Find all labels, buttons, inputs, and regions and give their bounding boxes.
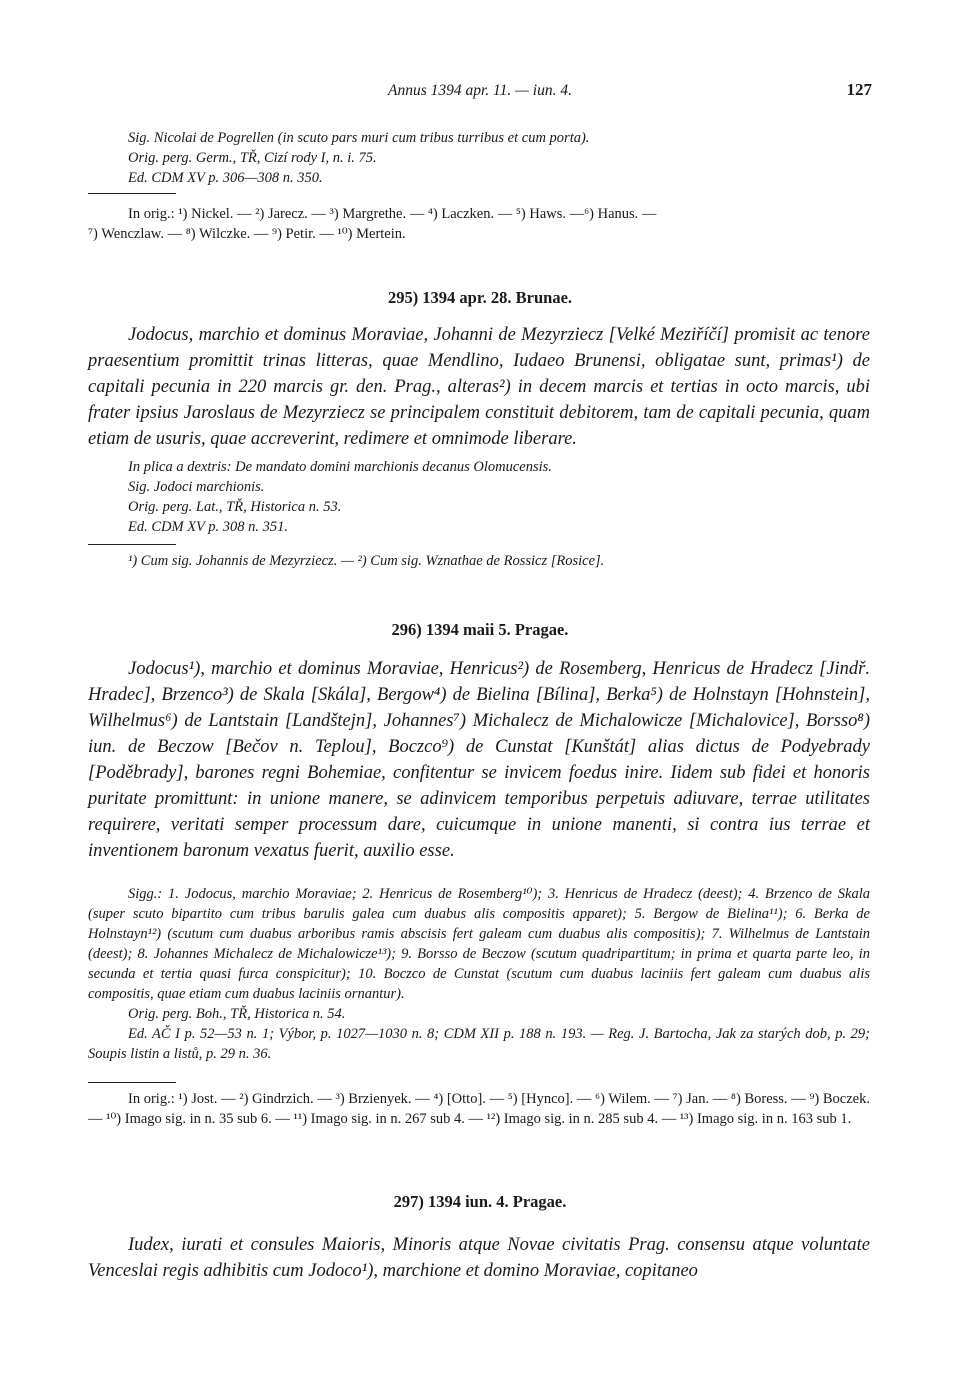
entry-footnotes-296 — [88, 1089, 870, 1129]
seal-note: Sig. Jodoci marchionis. — [128, 479, 265, 495]
entry-notes-295 — [88, 457, 870, 537]
entry-heading-296: 296) 1394 maii 5. Pragae. — [391, 620, 569, 639]
entry-notes-296 — [88, 884, 870, 1064]
original-note: Orig. perg. Germ., TŘ, Cizí rody I, n. i. 75. — [128, 150, 377, 166]
footnote-line: ⁷) Wenczlaw. — ⁸) Wilczke. — ⁹) Petir. — ¹⁰) Mertein. — [88, 226, 406, 242]
previous-entry-notes — [88, 128, 870, 188]
entry-heading-297: 297) 1394 iun. 4. Pragae. — [393, 1192, 567, 1211]
footnote-line: In orig.: ¹) Nickel. — ²) Jarecz. — ³) Margrethe. — ⁴) Laczken. — ⁵) Haws. —⁶) Hanus. — — [128, 206, 657, 222]
edition-note: Ed. CDM XV p. 308 n. 351. — [128, 519, 289, 535]
seals-note: Sigg.: 1. Jodocus, marchio Moraviae; 2. Henricus de Rosemberg¹⁰); 3. Henricus de Hradecz (deest); 4. Brzenco de Skala (super scuto bipartito cum tribus barulis galea cum duabus alis compositis apparet); 5. Bergow de Bielina¹¹); 6. Berka de Holnstayn¹²) (scutum cum duabus arboribus ramis abscisis fert galeam cum duabus alis compositis); 7. Wilhelmus de Lantstain (deest); 8. Johannes Michalecz de Michalowicze¹³); 9. Borsso de Beczow (scutum quadripartitum; in prima et quarta parte leo, in secunda et tertia quasi furca conspicitur); 10. Boczco de Cunstat (scutum cum duabus laciniis fert galeam cum duabus alis compositis, quae etiam cum duabus laciniis ornantur). — [88, 886, 870, 1002]
original-note: Orig. perg. Boh., TŘ, Historica n. 54. — [128, 1006, 346, 1022]
entry-body-296: Jodocus¹), marchio et dominus Moraviae, Henricus²) de Rosemberg, Henricus de Hradecz [Jindř. Hradec], Brzenco³) de Skala [Skála], Bergow⁴) de Bielina [Bílina], Berka⁵) de Holnstayn [Hohnstein], Wilhelmus⁶) de Lantstain [Landštejn], Johannes⁷) Michalecz de Michalowicze [Michalovice], Borsso⁸) iun. de Beczow [Bečov n. Teplou], Boczco⁹) de Cunstat [Kunštát] alias dictus de Podyebrady [Poděbrady], barones regni Bohemiae, confitentur se invicem foedus inire. Iidem sub fidei et honoris puritate promittunt: in unione manere, se adinvicem temporibus perpetuis adiuvare, terrae utilitates requirere, veritati semper processum dare, cuicumque in unione manenti, si contra ius terrae et inventionem baronum vexatus fuerit, auxilio esse. — [88, 659, 870, 861]
footnote-rule — [88, 1082, 176, 1083]
footnote-rule — [88, 544, 176, 545]
page-number: 127 — [846, 80, 872, 99]
running-title: Annus 1394 apr. 11. — iun. 4. — [387, 82, 572, 99]
previous-entry-footnotes — [88, 204, 870, 244]
footnote-line: In orig.: ¹) Jost. — ²) Gindrzich. — ³) Brzienyek. — ⁴) [Otto]. — ⁵) [Hynco]. — ⁶) Wilem. — ⁷) Jan. — ⁸) Boress. — ⁹) Boczek. — ¹⁰) Imago sig. in n. 35 sub 6. — ¹¹) Imago sig. in n. 267 sub 4. — ¹²) Imago sig. in n. 285 sub 4. — ¹³) Imago sig. in n. 163 sub 1. — [88, 1091, 870, 1127]
seal-note: Sig. Nicolai de Pogrellen (in scuto pars muri cum tribus turribus et cum porta). — [128, 130, 590, 146]
plica-note: In plica a dextris: De mandato domini marchionis decanus Olomucensis. — [128, 459, 552, 475]
footnote-line: ¹) Cum sig. Johannis de Mezyrziecz. — ²) Cum sig. Wznathae de Rossicz [Rosice]. — [128, 553, 605, 569]
entry-heading-295: 295) 1394 apr. 28. Brunae. — [387, 288, 573, 307]
entry-footnotes-295 — [88, 551, 870, 571]
edition-note: Ed. CDM XV p. 306—308 n. 350. — [128, 170, 323, 186]
original-note: Orig. perg. Lat., TŘ, Historica n. 53. — [128, 499, 342, 515]
edition-note: Ed. AČ I p. 52—53 n. 1; Výbor, p. 1027—1030 n. 8; CDM XII p. 188 n. 193. — Reg. J. Bartocha, Jak za starých dob, p. 29; Soupis listin a listů, p. 29 n. 36. — [88, 1026, 870, 1062]
entry-body-297: Iudex, iurati et consules Maioris, Minoris atque Novae civitatis Prag. consensu atque voluntate Venceslai regis adhibitis cum Jodoco¹), marchione et domino Moraviae, copitaneo — [88, 1235, 870, 1281]
entry-body-295: Jodocus, marchio et dominus Moraviae, Johanni de Mezyrziecz [Velké Meziříčí] promisit ac tenore praesentium promittit trinas litteras, quae Mendlino, Iudaeo Brunensi, obligatae sunt, primas¹) de capitali pecunia in 220 marcis gr. den. Prag., alteras²) in decem marcis et tertias in octo marcis, ubi frater ipsius Jaroslaus de Mezyrziecz se principalem constituit debitorem, tam de capitali pecunia, quam etiam de usuris, quae accreverint, redimere et omnimode liberare. — [88, 325, 870, 449]
footnote-rule — [88, 193, 176, 194]
